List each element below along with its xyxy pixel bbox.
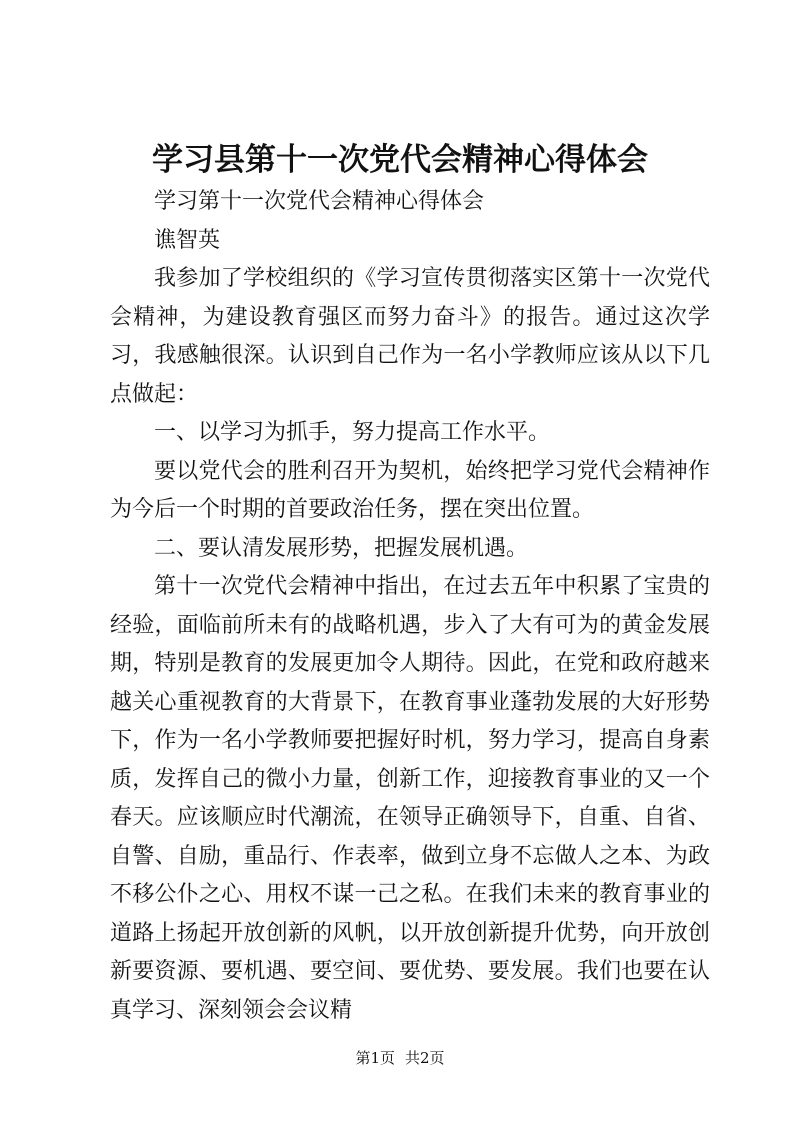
page-footer <box>0 1048 800 1068</box>
section-heading: 二、要认清发展形势，把握发展机遇。 <box>154 535 529 561</box>
body-paragraph: 要以党代会的胜利召开为契机，始终把学习党代会精神作为今后一个时期的首要政治任务，摆在突出位置。 <box>110 458 710 522</box>
body-paragraph: 第十一次党代会精神中指出，在过去五年中积累了宝贵的经验，面临前所未有的战略机遇，步入了大有可为的黄金发展期，特别是教育的发展更加令人期待。因此，在党和政府越来越关心重视教育的大背景下，在教育事业蓬勃发展的大好形势下，作为一名小学教师要把握好时机，努力学习，提高自身素质，发挥自己的微小力量，创新工作，迎接教育事业的又一个春天。应该顺应时代潮流，在领导正确领导下，自重、自省、自警、自励，重品行、作表率，做到立身不忘做人之本、为政不移公仆之心、用权不谋一己之私。在我们未来的教育事业的道路上扬起开放创新的风帆，以开放创新提升优势，向开放创新要资源、要机遇、要空间、要优势、要发展。我们也要在认真学习、深刻领会会议精 <box>110 574 710 1023</box>
document-title: 学习县第十一次党代会精神心得体会 <box>152 142 648 178</box>
section-heading: 一、以学习为抓手，努力提高工作水平。 <box>154 420 551 445</box>
page-total: 共2页 <box>405 1049 445 1067</box>
author-paragraph: 谯智英 <box>154 227 221 253</box>
document-body <box>110 183 710 1030</box>
page-number: 第1页 <box>355 1049 395 1067</box>
body-paragraph: 我参加了学校组织的《学习宣传贯彻落实区第十一次党代会精神，为建设教育强区而努力奋斗》的报告。通过这次学习，我感触很深。认识到自己作为一名小学教师应该从以下几点做起： <box>110 266 710 407</box>
subtitle-paragraph: 学习第十一次党代会精神心得体会 <box>154 189 485 214</box>
